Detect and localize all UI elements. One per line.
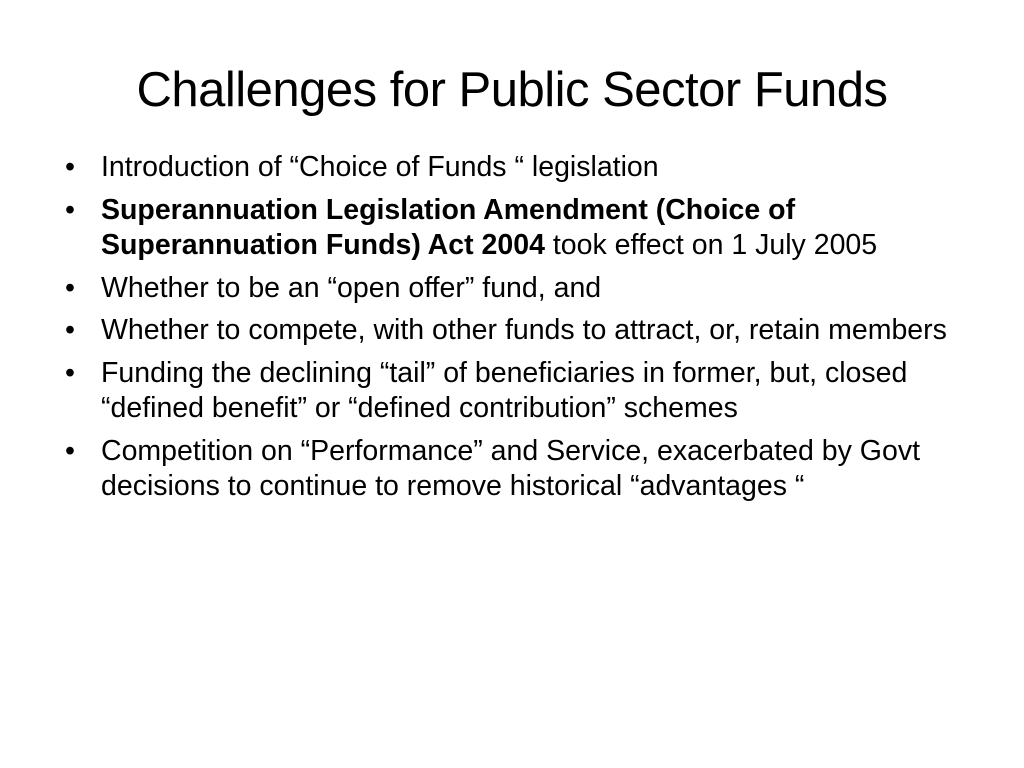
bullet-text: took effect on 1 July 2005 [544, 229, 878, 261]
bullet-marker: • [65, 151, 75, 183]
bullet-marker: • [65, 356, 75, 389]
bullet-text: Funding the declining “tail” of beneficiaries in former, but, closed “defined benefit” or “defined contribution” schemes [101, 356, 908, 424]
bullet-marker: • [65, 434, 75, 467]
slide-title: Challenges for Public Sector Funds [136, 63, 888, 117]
bullet-list [60, 150, 980, 512]
bullet-text: Introduction of “Choice of Funds “ legislation [101, 151, 659, 183]
bullet-item [60, 313, 980, 349]
bullet-text: Whether to be an “open offer” fund, and [101, 271, 602, 304]
bullet-marker: • [65, 193, 75, 226]
bullet-item [60, 356, 980, 427]
act-name: Superannuation Legislation Amendment (Choice of Superannuation Funds) Act 2004 [101, 193, 796, 261]
bullet-item [60, 193, 980, 264]
bullet-text: Whether to compete, with other funds to attract, or, retain members [101, 314, 947, 346]
bullet-item [60, 271, 980, 307]
bullet-text: Competition on “Performance” and Service, exacerbated by Govt decisions to continue to remove historical “advantages “ [101, 434, 920, 502]
bullet-marker: • [65, 271, 75, 304]
bullet-item [60, 150, 980, 186]
bullet-marker: • [65, 314, 75, 346]
bullet-item [60, 434, 980, 505]
